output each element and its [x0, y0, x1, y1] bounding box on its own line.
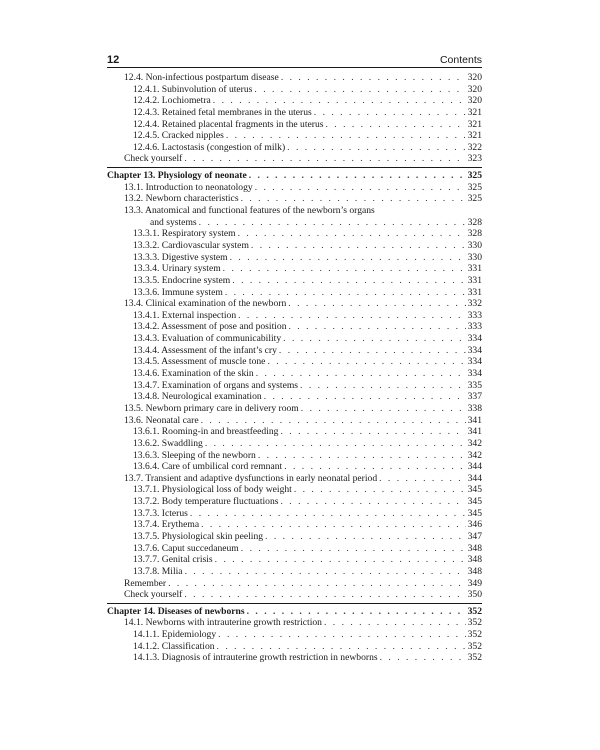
toc-entry-page: 344 [467, 472, 482, 484]
toc-entry [107, 287, 482, 299]
leader-dots [241, 193, 466, 205]
toc-entry-title: and systems [150, 216, 197, 228]
toc-entry-page: 335 [467, 379, 482, 391]
toc-entry [107, 641, 482, 653]
toc-entry [107, 153, 482, 165]
toc-entry-page: 349 [467, 577, 482, 589]
toc-entry-page: 325 [467, 170, 482, 182]
leader-dots [324, 617, 466, 629]
toc-chapter-heading [107, 606, 482, 618]
toc-entry-page: 337 [467, 391, 482, 403]
toc-entry-title: 12.4.5. Cracked nipples [133, 130, 224, 142]
toc-entry-page: 325 [467, 193, 482, 205]
toc-entry-title: 13.6.3. Sleeping of the newborn [133, 449, 256, 461]
leader-dots [225, 287, 466, 299]
toc-entry-page: 320 [467, 72, 482, 83]
leader-dots [288, 298, 465, 310]
toc-entry-title: 14.1.2. Classification [133, 640, 215, 652]
toc-entry-page: 334 [467, 333, 482, 345]
toc-entry [107, 531, 482, 543]
toc-entry-title: Chapter 14. Diseases of newborns [107, 605, 245, 617]
toc-entry-title: 13.1. Introduction to neonatology [124, 181, 253, 193]
toc-entry-title: 13.4.7. Examination of organs and systems [133, 379, 299, 391]
toc-section-chapter-13-body [107, 228, 482, 601]
toc-entry [107, 142, 482, 154]
toc-entry [107, 652, 482, 664]
leader-dots [201, 415, 466, 427]
toc-entry-title: 13.4.2. Assessment of pose and position [133, 321, 287, 333]
toc-entry-page: 331 [467, 263, 482, 275]
toc-entry-title: 14.1. Newborns with intrauterine growth restriction [124, 617, 322, 629]
toc-entry-page: 325 [467, 181, 482, 193]
toc-entry-title: 13.7.1. Physiological loss of body weight [133, 484, 292, 496]
toc-entry [107, 391, 482, 403]
leader-dots [205, 438, 466, 450]
toc-entry-title: Check yourself [124, 589, 183, 601]
toc-entry [107, 72, 482, 84]
toc-entry-page: 345 [467, 496, 482, 508]
leader-dots [230, 252, 466, 264]
toc-entry-title: 12.4.3. Retained fetal membranes in the uterus [133, 106, 312, 118]
toc-entry-page: 320 [467, 95, 482, 107]
toc-entry-page: 352 [467, 605, 482, 617]
toc-entry [107, 629, 482, 641]
toc-entry [107, 543, 482, 555]
leader-dots [301, 403, 466, 415]
leader-dots [284, 461, 465, 473]
toc-entry-page: 334 [467, 344, 482, 356]
toc-entry [107, 566, 482, 578]
leader-dots [280, 426, 465, 438]
toc-entry-page: 345 [467, 507, 482, 519]
leader-dots [379, 473, 465, 485]
leader-dots [254, 84, 465, 96]
toc-entry-title: 13.4.5. Assessment of muscle tone [133, 356, 266, 368]
toc-entry-title: 13.3.5. Endocrine system [133, 274, 231, 286]
toc-entry-title: Check yourself [124, 153, 183, 165]
leader-dots [217, 641, 466, 653]
toc-entry-page: 333 [467, 321, 482, 333]
leader-dots [232, 275, 465, 287]
toc-entry-page: 347 [467, 530, 482, 542]
toc-entry-title: 14.1.3. Diagnosis of intrauterine growth restriction in newborns [133, 652, 378, 664]
toc-entry-title: 13.7.8. Milia [133, 565, 183, 577]
toc-entry [107, 508, 482, 520]
toc-entry-page: 328 [467, 228, 482, 240]
toc-entry-page: 352 [467, 629, 482, 641]
toc-entry-title: 13.6.4. Care of umbilical cord remnant [133, 461, 283, 473]
toc-entry-title: 13.4.3. Evaluation of communicability [133, 333, 282, 345]
leader-dots [168, 578, 466, 590]
toc-entry-title: 13.3.3. Digestive system [133, 251, 228, 263]
toc-entry [107, 95, 482, 107]
book-page [107, 54, 482, 664]
leader-dots [241, 543, 466, 555]
toc-entry-page: 334 [467, 368, 482, 380]
toc-entry [107, 333, 482, 345]
leader-dots [215, 554, 466, 566]
toc-entry-title: Remember [124, 577, 167, 589]
toc-entry-title: 12.4. Non-infectious postpartum disease [124, 72, 279, 83]
toc-entry-title: 13.4.1. External inspection [133, 309, 237, 321]
leader-dots [264, 391, 466, 403]
leader-dots [314, 107, 466, 119]
toc-entry-title: 13.5. Newborn primary care in delivery room [124, 402, 299, 414]
toc-entry-page: 344 [467, 461, 482, 473]
toc-entry [107, 107, 482, 119]
leader-dots [289, 321, 466, 333]
leader-dots [226, 130, 466, 142]
toc-entry-page: 328 [467, 216, 482, 228]
toc-section-chapter-14 [107, 606, 482, 664]
toc-entry-page: 330 [467, 251, 482, 263]
toc-entry-page: 348 [467, 554, 482, 566]
toc-entry-page: 331 [467, 286, 482, 298]
toc-chapter-heading [107, 170, 482, 182]
toc-entry-title: 14.1.1. Epidemiology [133, 629, 217, 641]
toc-entry [107, 461, 482, 473]
leader-dots [213, 95, 466, 107]
toc-entry [107, 193, 482, 205]
toc-entry [107, 368, 482, 380]
toc-entry-title: 13.4.8. Neurological examination [133, 391, 262, 403]
toc-entry [107, 450, 482, 462]
toc-entry [107, 252, 482, 264]
toc-entry [107, 589, 482, 601]
toc-entry-page: 342 [467, 437, 482, 449]
leader-dots [325, 119, 465, 131]
toc-entry [107, 415, 482, 427]
leader-dots [184, 153, 465, 165]
leader-dots [258, 450, 466, 462]
toc-entry [107, 356, 482, 368]
toc-entry-wrapped-first-line: 13.3. Anatomical and functional features of the newborn’s organs [124, 205, 375, 217]
leader-dots [294, 484, 466, 496]
leader-dots [238, 310, 465, 322]
running-title: Contents [439, 54, 482, 66]
leader-dots [249, 170, 466, 182]
leader-dots [184, 589, 465, 601]
toc-entry-page: 321 [467, 118, 482, 130]
section-divider [107, 603, 482, 604]
leader-dots [267, 356, 465, 368]
toc-entry-page: 332 [467, 298, 482, 310]
toc-entry [107, 519, 482, 531]
page-header [107, 54, 482, 68]
toc-entry [107, 484, 482, 496]
toc-entry-title: 13.4. Clinical examination of the newborn [124, 298, 287, 310]
toc-entry-page: 346 [467, 519, 482, 531]
toc-section-chapter-13-head [107, 170, 482, 205]
toc-entry-title: 13.4.4. Assessment of the infant’s cry [133, 344, 277, 356]
toc-entry-page: 348 [467, 565, 482, 577]
leader-dots [283, 333, 465, 345]
toc-entry-title: 13.7.6. Caput succedaneum [133, 542, 239, 554]
toc-entry [107, 617, 482, 629]
toc-entry-title: 13.7.7. Genital crisis [133, 554, 213, 566]
toc-entry-page: 333 [467, 309, 482, 321]
toc-entry-title: 13.6.1. Rooming-in and breastfeeding [133, 426, 279, 438]
toc-entry [107, 345, 482, 357]
toc-entry [107, 119, 482, 131]
leader-dots [300, 380, 466, 392]
toc-entry-title: 13.3.2. Cardiovascular system [133, 239, 249, 251]
toc-entry [107, 263, 482, 275]
toc-entry-title: Chapter 13. Physiology of neonate [107, 170, 247, 182]
toc-entry [107, 84, 482, 96]
toc-entry-title: 13.2. Newborn characteristics [124, 193, 239, 205]
toc-entry [107, 496, 482, 508]
toc-entry-page: 338 [467, 402, 482, 414]
toc-entry-title: 13.7. Transient and adaptive dysfunctions in early neonatal period [124, 472, 378, 484]
toc-entry [107, 182, 482, 194]
section-divider [107, 167, 482, 168]
leader-dots [247, 606, 466, 618]
leader-dots [201, 519, 466, 531]
leader-dots [223, 263, 466, 275]
toc-entry-title: 13.7.3. Icterus [133, 507, 188, 519]
toc-entry-title: 13.7.5. Physiological skin peeling [133, 530, 264, 542]
toc-entry-title: 13.3.4. Urinary system [133, 263, 221, 275]
toc-entry-page: 352 [467, 640, 482, 652]
toc-entry [107, 240, 482, 252]
toc-entry [107, 310, 482, 322]
toc-entry-page: 352 [467, 652, 482, 664]
toc-entry-page: 323 [467, 153, 482, 165]
toc-entry-title: 13.3.6. Immune system [133, 286, 223, 298]
toc-entry [107, 298, 482, 310]
toc-entry-wrapped-continuation [107, 217, 482, 229]
toc-entry [107, 578, 482, 590]
leader-dots [279, 345, 466, 357]
leader-dots [265, 531, 466, 543]
toc-entry [107, 380, 482, 392]
toc-entry [107, 130, 482, 142]
toc-entry-page: 345 [467, 484, 482, 496]
toc-entry-page: 350 [467, 589, 482, 601]
toc-entry [107, 426, 482, 438]
leader-dots [287, 142, 465, 154]
toc-entry-page: 322 [467, 141, 482, 153]
toc-entry [107, 473, 482, 485]
table-of-contents [107, 72, 482, 664]
leader-dots [255, 182, 466, 194]
toc-entry-page: 352 [467, 617, 482, 629]
toc-entry [107, 275, 482, 287]
leader-dots [380, 652, 466, 664]
toc-entry-title: 13.6. Neonatal care [124, 414, 199, 426]
leader-dots [251, 240, 466, 252]
page-number: 12 [107, 54, 120, 66]
leader-dots [190, 508, 466, 520]
toc-entry-title: 13.3.1. Respiratory system [133, 228, 236, 240]
toc-entry-page: 331 [467, 274, 482, 286]
toc-entry [107, 321, 482, 333]
toc-entry-page: 330 [467, 239, 482, 251]
toc-entry [107, 554, 482, 566]
toc-entry-title: 12.4.1. Subinvolution of uterus [133, 83, 253, 95]
toc-entry-title: 13.6.2. Swaddling [133, 437, 203, 449]
leader-dots [218, 629, 465, 641]
toc-entry-title: 12.4.6. Lactostasis (congestion of milk) [133, 141, 286, 153]
toc-entry-title: 13.7.2. Body temperature fluctuations [133, 496, 279, 508]
toc-section-chapter-12 [107, 72, 482, 165]
toc-entry-page: 341 [467, 426, 482, 438]
toc-entry-page: 348 [467, 542, 482, 554]
leader-dots [185, 566, 466, 578]
toc-entry-title: 13.7.4. Erythema [133, 519, 200, 531]
toc-entry-page: 334 [467, 356, 482, 368]
toc-entry [107, 403, 482, 415]
toc-entry-title: 12.4.4. Retained placental fragments in the uterus [133, 118, 324, 130]
toc-entry-page: 321 [467, 106, 482, 118]
toc-entry [107, 228, 482, 240]
leader-dots [281, 72, 466, 84]
toc-entry-title: 12.4.2. Lochiometra [133, 95, 211, 107]
leader-dots [256, 368, 466, 380]
toc-entry-page: 320 [467, 83, 482, 95]
toc-entry-page: 321 [467, 130, 482, 142]
leader-dots [199, 217, 466, 229]
toc-entry [107, 438, 482, 450]
toc-entry-page: 341 [467, 414, 482, 426]
toc-entry-page: 342 [467, 449, 482, 461]
leader-dots [238, 228, 466, 240]
toc-entry-title: 13.4.6. Examination of the skin [133, 368, 254, 380]
leader-dots [280, 496, 465, 508]
